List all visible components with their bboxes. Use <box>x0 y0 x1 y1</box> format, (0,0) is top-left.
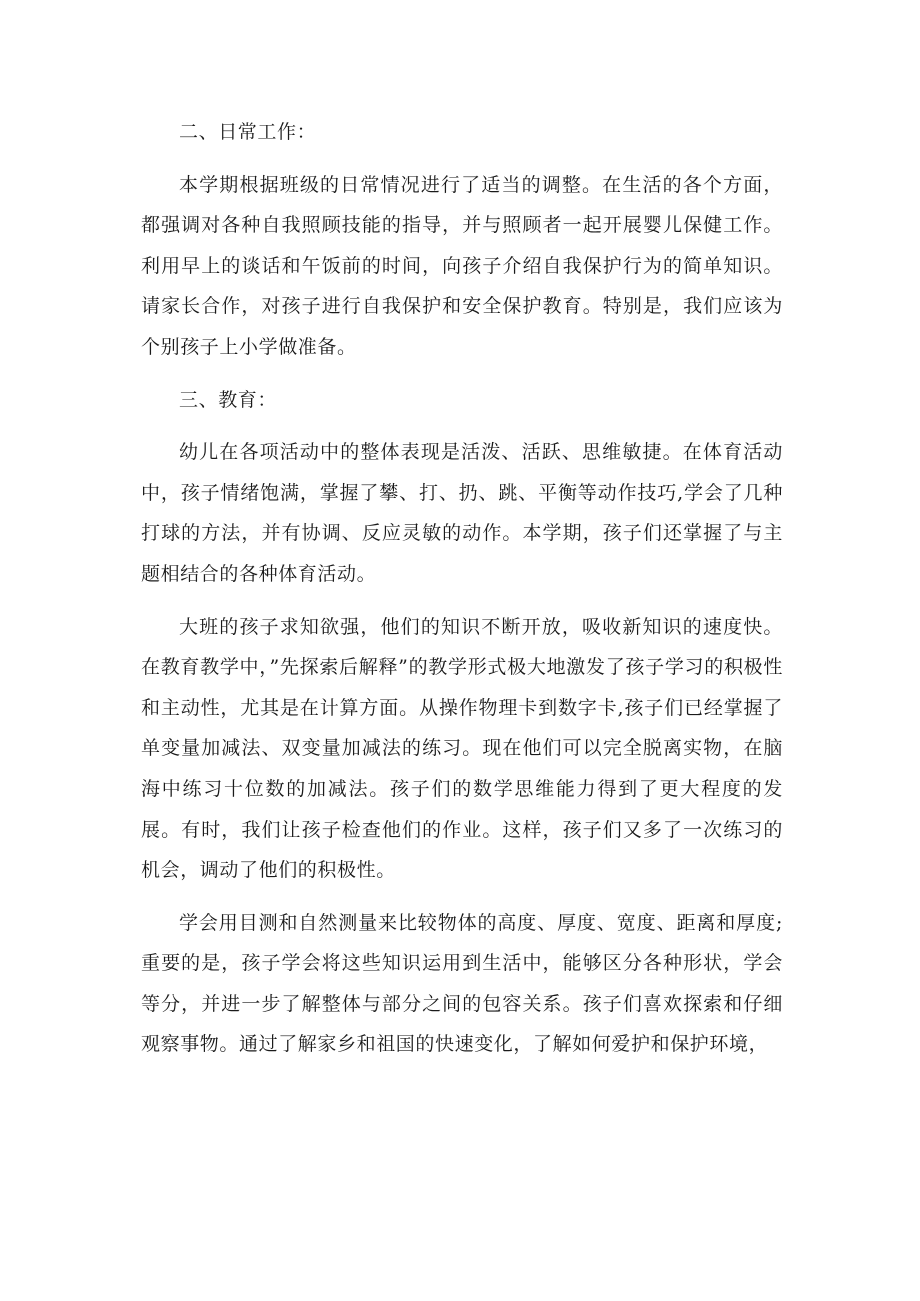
paragraph-math-learning: 大班的孩子求知欲强，他们的知识不断开放，吸收新知识的速度快。在教育教学中，”先探索后解释”的教学形式极大地激发了孩子学习的积极性和主动性，尤其是在计算方面。从操作物理卡到数字卡,孩子们已经掌握了单变量加减法、双变量加减法的练习。现在他们可以完全脱离实物，在脑海中练习十位数的加减法。孩子们的数学思维能力得到了更大程度的发展。有时，我们让孩子检查他们的作业。这样，孩子们又多了一次练习的机会，调动了他们的积极性。 <box>141 615 783 882</box>
paragraph-daily-work: 本学期根据班级的日常情况进行了适当的调整。在生活的各个方面，都强调对各种自我照顾技能的指导，并与照顾者一起开展婴儿保健工作。利用早上的谈话和午饭前的时间，向孩子介绍自我保护行为的简单知识。请家长合作，对孩子进行自我保护和安全保护教育。特别是，我们应该为个别孩子上小学做准备。 <box>141 173 783 358</box>
paragraph-measurement: 学会用目测和自然测量来比较物体的高度、厚度、宽度、距离和厚度;重要的是，孩子学会将这些知识运用到生活中，能够区分各种形状，学会等分，并进一步了解整体与部分之间的包容关系。孩子们喜欢探索和仔细观察事物。通过了解家乡和祖国的快速变化，了解如何爱护和保护环境， <box>141 911 783 1056</box>
paragraph-sports-activities: 幼儿在各项活动中的整体表现是活泼、活跃、思维敏捷。在体育活动中，孩子情绪饱满，掌握了攀、打、扔、跳、平衡等动作技巧,学会了几种打球的方法，并有协调、反应灵敏的动作。本学期，孩子们还掌握了与主题相结合的各种体育活动。 <box>141 441 783 585</box>
section-heading-education: 三、教育： <box>179 388 278 411</box>
document-body <box>141 112 783 1077</box>
section-heading-daily-work: 二、日常工作： <box>179 121 317 143</box>
